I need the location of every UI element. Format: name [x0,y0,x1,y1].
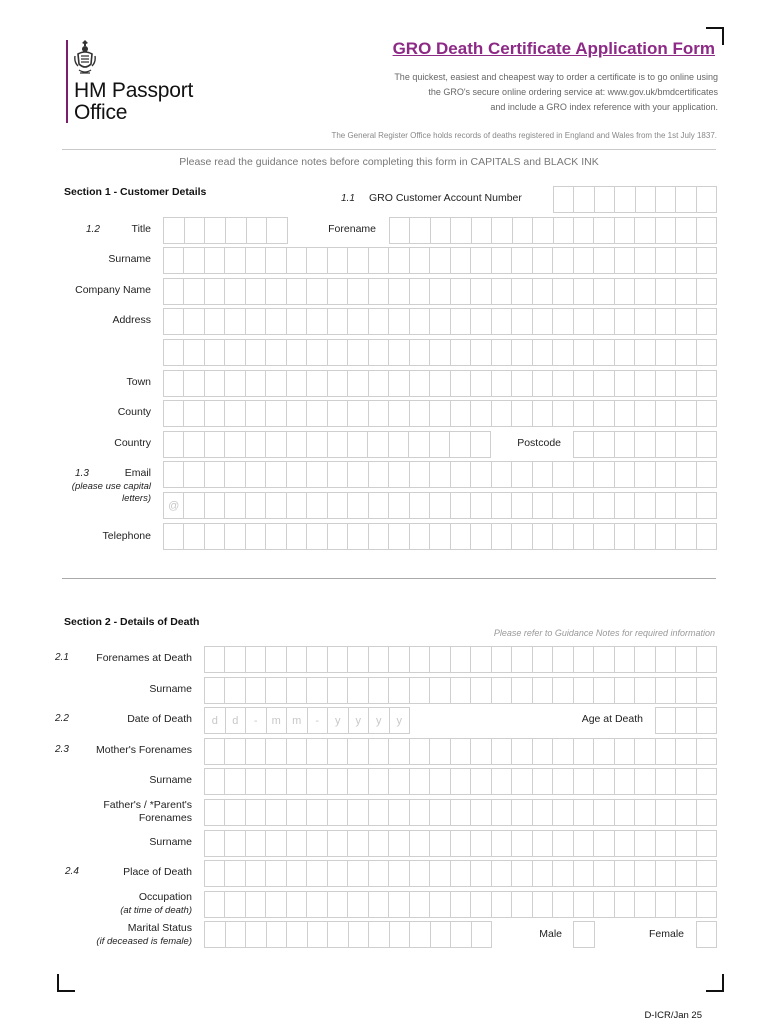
date-mask-y1: y [328,708,349,733]
form-code: D-ICR/Jan 25 [644,1010,702,1021]
date-mask-d1: d [205,708,226,733]
date-mask-sep1: - [246,708,267,733]
logo-wordmark [74,80,193,124]
address-label: Address [112,314,151,326]
county-label: County [117,406,151,418]
fathers-forenames-input[interactable] [204,799,717,826]
death-surname-label: Surname [149,683,192,695]
at-symbol: @ [164,493,184,518]
postcode-label: Postcode [517,437,561,449]
mothers-forenames-label: Mother's Forenames [96,744,192,756]
item-number-2-4: 2.4 [65,866,79,877]
account-number-input[interactable] [553,186,717,213]
surname-input[interactable] [163,247,717,274]
death-surname-input[interactable] [204,677,717,704]
postcode-input[interactable] [573,431,717,458]
section1-title: Section 1 - Customer Details [64,186,207,198]
item-number-2-2: 2.2 [55,713,69,724]
forename-input[interactable] [389,217,717,244]
item-number-2-3: 2.3 [55,744,69,755]
intro-line-1: The quickest, easiest and cheapest way to order a certificate is to go online using [394,72,718,82]
date-mask-m2: m [287,708,308,733]
forenames-at-death-input[interactable] [204,646,717,673]
crop-mark-bottom-left [57,974,75,992]
item-number-2-1: 2.1 [55,652,69,663]
email-label: Email [124,467,151,479]
guidance-reference-note: Please refer to Guidance Notes for required information [493,628,715,638]
place-of-death-input[interactable] [204,860,717,887]
date-mask-m1: m [267,708,288,733]
town-input[interactable] [163,370,717,397]
mothers-forenames-input[interactable] [204,738,717,765]
fathers-forenames-label-1: Father's / *Parent's [103,799,192,811]
age-at-death-label: Age at Death [581,713,643,725]
marital-status-input[interactable] [204,921,492,948]
email-note-1: (please use capital [71,481,151,492]
email-note-2: letters) [121,493,151,504]
mothers-surname-input[interactable] [204,768,717,795]
intro-line-2: the GRO's secure online ordering service at: www.gov.uk/bmdcertificates [428,87,718,97]
logo-line-2: Office [74,101,128,124]
mothers-surname-label: Surname [149,774,192,786]
female-checkbox[interactable] [696,921,717,948]
telephone-label: Telephone [102,530,151,542]
fathers-surname-label: Surname [149,836,192,848]
forename-label: Forename [328,223,376,235]
logo-line-1: HM Passport [74,79,194,102]
title-input[interactable] [163,217,288,244]
item-number-1-1: 1.1 [341,193,355,204]
section2-title: Section 2 - Details of Death [64,616,200,628]
country-label: Country [114,437,151,449]
forenames-at-death-label: Forenames at Death [96,652,192,664]
town-label: Town [126,376,151,388]
crop-mark-bottom-right [706,974,724,992]
intro-line-3: and include a GRO index reference with your application. [490,102,718,112]
date-of-death-label: Date of Death [127,713,192,725]
email-line-1-input[interactable] [163,461,717,488]
date-mask-y4: y [396,714,402,727]
account-number-label: GRO Customer Account Number [369,192,522,204]
county-input[interactable] [163,400,717,427]
telephone-input[interactable] [163,523,717,550]
occupation-label: Occupation [138,891,192,903]
section-divider [62,578,716,579]
date-mask-y2: y [349,708,370,733]
logo-rule [66,40,68,123]
item-number-1-3: 1.3 [75,468,89,479]
male-checkbox[interactable] [573,921,595,948]
date-of-death-input[interactable] [204,707,410,734]
female-label: Female [648,928,684,940]
date-mask-y3: y [369,708,390,733]
company-name-label: Company Name [75,284,151,296]
form-title: GRO Death Certificate Application Form [392,39,715,58]
records-note: The General Register Office holds records of deaths registered in England and Wales from the 1st July 1837. [331,131,717,140]
place-of-death-label: Place of Death [123,866,192,878]
marital-status-label: Marital Status [127,922,192,934]
item-number-1-2: 1.2 [86,224,100,235]
header-divider [62,149,716,150]
age-at-death-input[interactable] [655,707,717,734]
company-name-input[interactable] [163,278,717,305]
royal-crest-icon [74,40,96,78]
address-line-1-input[interactable] [163,308,717,335]
guidance-text: Please read the guidance notes before completing this form in CAPITALS and BLACK INK [179,156,599,168]
occupation-input[interactable] [204,891,717,918]
fathers-surname-input[interactable] [204,830,717,857]
surname-label: Surname [108,253,151,265]
country-input[interactable] [163,431,491,458]
title-label: Title [131,223,151,235]
male-label: Male [539,928,562,940]
date-mask-d2: d [226,708,247,733]
address-line-2-input[interactable] [163,339,717,366]
occupation-note: (at time of death) [120,905,192,916]
date-mask-sep2: - [308,708,329,733]
email-line-2-input[interactable] [163,492,717,519]
marital-status-note: (if deceased is female) [96,936,192,947]
fathers-forenames-label-2: Forenames [138,812,192,824]
